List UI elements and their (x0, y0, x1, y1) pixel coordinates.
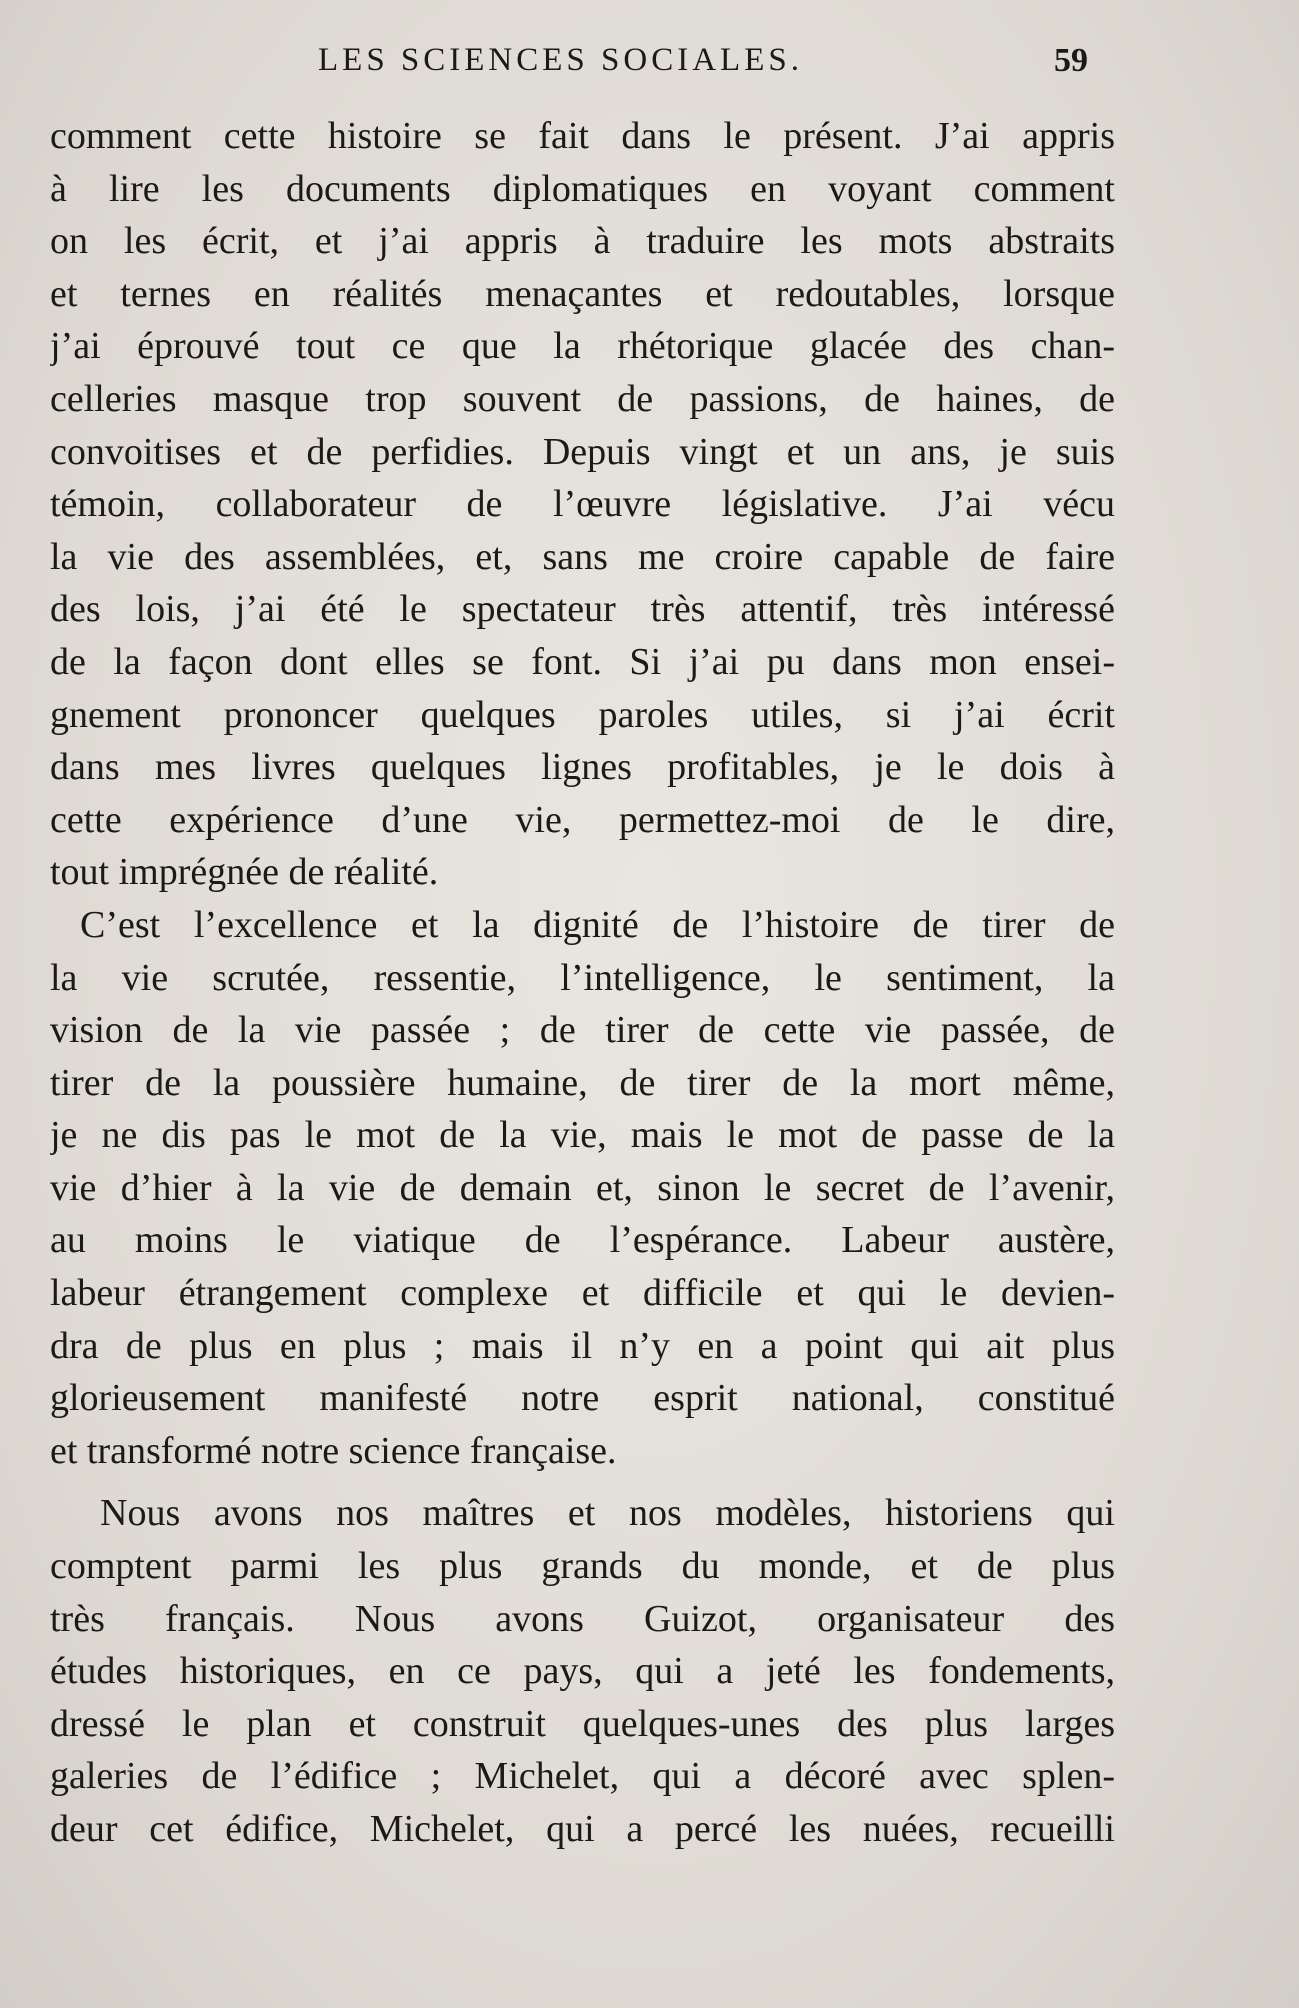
text-line: dans mes livres quelques lignes profitables, je le dois à (50, 746, 1115, 789)
text-line: glorieusement manifesté notre esprit national, constitué (50, 1377, 1115, 1420)
text-line: vision de la vie passée ; de tirer de cette vie passée, de (50, 1009, 1115, 1052)
page-number: 59 (1054, 42, 1088, 79)
text-line: dra de plus en plus ; mais il n’y en a point qui ait plus (50, 1324, 1115, 1367)
text-line: la vie des assemblées, et, sans me croire capable de faire (50, 535, 1115, 578)
text-line: et transformé notre science française. (50, 1429, 617, 1472)
text-line: dressé le plan et construit quelques-unes des plus larges (50, 1702, 1115, 1745)
text-line: à lire les documents diplomatiques en voyant comment (50, 167, 1115, 210)
text-line: tout imprégnée de réalité. (50, 851, 439, 894)
text-line: comptent parmi les plus grands du monde, et de plus (50, 1545, 1115, 1588)
text-line: et ternes en réalités menaçantes et redoutables, lorsque (50, 272, 1115, 315)
running-head: LES SCIENCES SOCIALES. (318, 42, 803, 78)
page-header (0, 42, 1299, 92)
text-line: témoin, collaborateur de l’œuvre législative. J’ai vécu (50, 483, 1115, 526)
text-line: la vie scrutée, ressentie, l’intelligence, le sentiment, la (50, 956, 1115, 999)
text-line: je ne dis pas le mot de la vie, mais le mot de passe de la (50, 1114, 1115, 1157)
text-line: vie d’hier à la vie de demain et, sinon le secret de l’avenir, (50, 1166, 1115, 1209)
text-line: tirer de la poussière humaine, de tirer de la mort même, (50, 1061, 1115, 1104)
text-line: convoitises et de perfidies. Depuis vingt et un ans, je suis (50, 430, 1115, 473)
text-line: très français. Nous avons Guizot, organisateur des (50, 1597, 1115, 1640)
text-line: C’est l’excellence et la dignité de l’histoire de tirer de (80, 903, 1115, 946)
paragraph (50, 899, 1115, 1478)
text-line: celleries masque trop souvent de passions, de haines, de (50, 377, 1115, 420)
text-line: on les écrit, et j’ai appris à traduire les mots abstraits (50, 220, 1115, 263)
text-line: Nous avons nos maîtres et nos modèles, historiens qui (100, 1492, 1115, 1535)
text-line: labeur étrangement complexe et difficile et qui le devien- (50, 1272, 1115, 1315)
text-line: deur cet édifice, Michelet, qui a percé les nuées, recueilli (50, 1808, 1115, 1850)
text-line: des lois, j’ai été le spectateur très attentif, très intéressé (50, 588, 1115, 631)
paragraph (50, 110, 1115, 899)
text-line: études historiques, en ce pays, qui a jeté les fondements, (50, 1650, 1115, 1693)
body-text (50, 110, 1115, 1856)
text-line: de la façon dont elles se font. Si j’ai pu dans mon ensei- (50, 640, 1115, 683)
paragraph (50, 1487, 1115, 1855)
text-line: galeries de l’édifice ; Michelet, qui a décoré avec splen- (50, 1755, 1115, 1798)
text-line: au moins le viatique de l’espérance. Labeur austère, (50, 1219, 1115, 1262)
text-line: j’ai éprouvé tout ce que la rhétorique glacée des chan- (50, 325, 1115, 368)
paragraph-gap (50, 1477, 1115, 1487)
text-line: cette expérience d’une vie, permettez-moi de le dire, (50, 798, 1115, 841)
text-line: comment cette histoire se fait dans le présent. J’ai appris (50, 115, 1115, 157)
text-line: gnement prononcer quelques paroles utiles, si j’ai écrit (50, 693, 1115, 736)
